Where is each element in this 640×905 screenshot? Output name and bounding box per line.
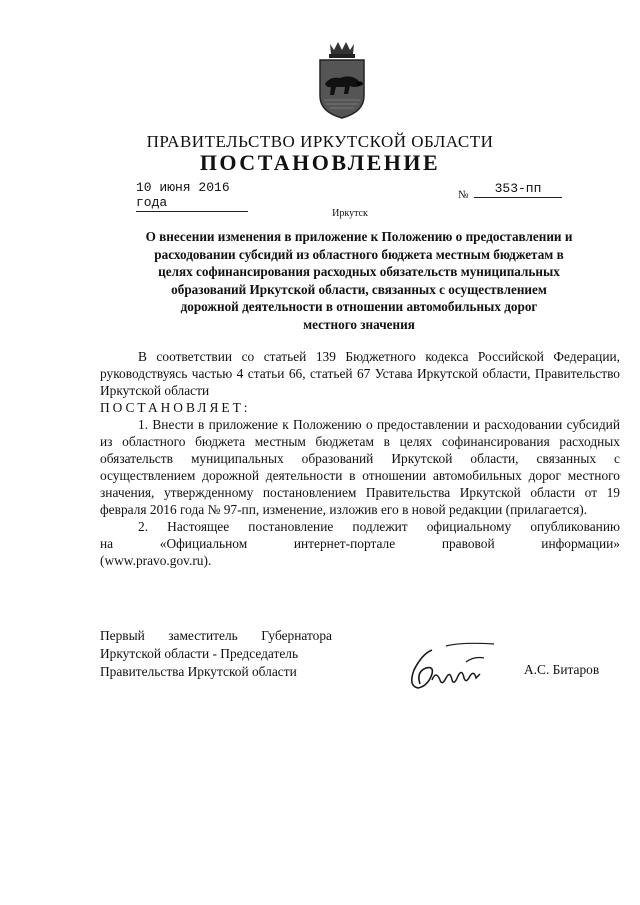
position-line: Иркутской области - Председатель: [100, 646, 299, 661]
item-2-line-1: 2. Настоящее постановление подлежит официальному опубликованию: [138, 519, 620, 534]
document-title: [100, 228, 618, 334]
preamble-paragraph: В соответствии со статьей 139 Бюджетного кодекса Российской Федерации, руководствуясь частью 4 статьи 66, статьей 67 Устава Иркутской области, Правительство Иркутской области: [100, 349, 620, 398]
signatory-position: [100, 627, 360, 681]
title-line: местного значения: [303, 316, 415, 332]
document-body: [100, 348, 620, 569]
item-2-line-3: (www.pravo.gov.ru).: [100, 553, 212, 568]
position-line: Первый заместитель Губернатора: [100, 628, 332, 643]
title-line: образований Иркутской области, связанных с осуществлением: [171, 281, 547, 297]
document-date: 10 июня 2016 года: [136, 180, 248, 212]
title-line: расходовании субсидий из областного бюджета местным бюджетам в: [154, 246, 564, 262]
coat-of-arms-icon: [300, 40, 384, 120]
document-number: 353-пп: [474, 181, 562, 198]
title-line: О внесении изменения в приложение к Положению о предоставлении и: [145, 229, 573, 244]
resolves-heading: ПОСТАНОВЛЯЕТ:: [100, 400, 251, 415]
document-type: ПОСТАНОВЛЕНИЕ: [199, 150, 441, 175]
signature-image: [402, 640, 502, 696]
government-name: ПРАВИТЕЛЬСТВО ИРКУТСКОЙ ОБЛАСТИ: [146, 132, 494, 151]
title-line: целях софинансирования расходных обязательств муниципальных: [158, 264, 560, 280]
item-2-line-2: на «Официальном интернет-портале правовой информации»: [100, 536, 620, 551]
number-sign: №: [458, 189, 469, 201]
city: Иркутск: [332, 208, 368, 219]
signatory-name: А.С. Битаров: [524, 662, 600, 677]
position-line: Правительства Иркутской области: [100, 664, 297, 679]
title-line: дорожной деятельности в отношении автомобильных дорог: [180, 299, 538, 315]
item-1-paragraph: 1. Внести в приложение к Положению о предоставлении и расходовании субсидий из областного бюджета местным бюджетам в целях софинансирования расходных обязательств муниципальных образований Иркутской области, связанных с осуществлением дорожной деятельности в отношении автомобильных дорог местного значения, утвержденному постановлением Правительства Иркутской области от 19 февраля 2016 года № 97-пп, изменение, изложив его в новой редакции (прилагается).: [100, 417, 620, 517]
